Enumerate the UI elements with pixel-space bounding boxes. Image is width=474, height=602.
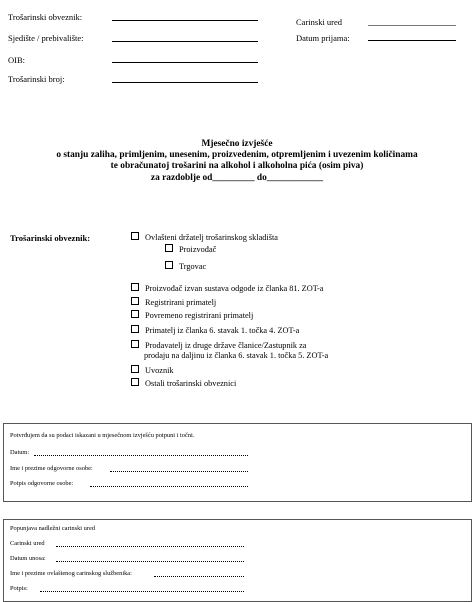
confirm-ime-field[interactable] <box>110 471 248 472</box>
customs-heading: Popunjava nadležni carinski ured <box>10 525 96 532</box>
confirm-potpis-field[interactable] <box>90 486 248 487</box>
option-uvoznik[interactable] <box>131 365 174 376</box>
confirm-datum-field[interactable] <box>34 455 248 456</box>
checkbox-icon[interactable] <box>131 325 139 333</box>
option-label: Proizvođač izvan sustava odgode iz članka 81. ZOT-a <box>145 284 324 293</box>
obveznik-section-label: Trošarinski obveznik: <box>10 233 91 243</box>
customs-datum-label: Datum unosa: <box>10 555 46 562</box>
confirmation-panel <box>3 423 472 502</box>
checkbox-icon[interactable] <box>131 378 139 386</box>
option-label: Proizvođač <box>179 245 217 254</box>
trosarinski-obveznik-label: Trošarinski obveznik: <box>8 12 83 22</box>
customs-ured-label: Carinski ured <box>10 540 45 547</box>
option-proizvodac-izvan-sustava[interactable] <box>131 283 323 294</box>
customs-ured-field[interactable] <box>56 546 244 547</box>
oib-label: OIB: <box>8 55 25 65</box>
sjediste-field[interactable] <box>112 41 258 42</box>
option-label: Ostali trošarinski obveznici <box>145 379 237 388</box>
customs-ime-label: Ime i prezime ovlaštenog carinskog službenika: <box>10 570 132 577</box>
option-label: Uvoznik <box>145 366 174 375</box>
option-label: Prodavatelj iz druge države članice/Zastupnik za <box>145 341 307 350</box>
customs-potpis-label: Potpis: <box>10 585 28 592</box>
option-registrirani-primatelj[interactable] <box>131 297 216 308</box>
option-prodavatelj-line2: prodaju na daljinu iz članka 6. stavak 1. točka 5. ZOT-a <box>144 351 329 360</box>
option-label: Trgovac <box>179 262 207 271</box>
option-label: Registrirani primatelj <box>145 298 217 307</box>
option-label: Primatelj iz članka 6. stavak 1. točka 4. ZOT-a <box>145 326 300 335</box>
customs-potpis-field[interactable] <box>40 591 244 592</box>
checkbox-icon[interactable] <box>131 310 139 318</box>
oib-field[interactable] <box>112 62 258 63</box>
checkbox-icon[interactable] <box>131 340 139 348</box>
checkbox-icon[interactable] <box>165 244 173 252</box>
option-trgovac[interactable] <box>165 261 206 272</box>
option-primatelj-clanak-6[interactable] <box>131 325 299 336</box>
customs-ime-field[interactable] <box>154 576 244 577</box>
report-subtitle-2: te obračunatoj trošarini na alkohol i alkoholna pića (osim piva) <box>110 161 364 171</box>
carinski-ured-field[interactable] <box>368 25 456 26</box>
confirm-datum-label: Datum: <box>10 449 30 456</box>
datum-prijama-label: Datum prijama: <box>296 33 350 43</box>
checkbox-icon[interactable] <box>165 261 173 269</box>
option-label: Povremeno registrirani primatelj <box>145 311 254 320</box>
option-label: Ovlašteni držatelj trošarinskog skladišta <box>145 233 278 242</box>
checkbox-icon[interactable] <box>131 283 139 291</box>
customs-panel <box>3 519 472 602</box>
confirm-potpis-label: Potpis odgovorne osobe: <box>10 480 74 487</box>
trosarinski-broj-field[interactable] <box>112 82 258 83</box>
checkbox-icon[interactable] <box>131 232 139 240</box>
confirm-ime-label: Ime i prezime odgovorne osobe: <box>10 465 93 472</box>
option-proizvodac[interactable] <box>165 244 216 255</box>
checkbox-icon[interactable] <box>131 365 139 373</box>
sjediste-label: Sjedište / prebivalište: <box>8 33 84 43</box>
trosarinski-obveznik-field[interactable] <box>112 20 258 21</box>
report-period: za razdoblje od_________ do____________ <box>150 173 324 183</box>
option-povremeno-registrirani[interactable] <box>131 310 253 321</box>
report-title: Mjesečno izvješće <box>201 139 273 149</box>
checkbox-icon[interactable] <box>131 297 139 305</box>
customs-datum-field[interactable] <box>56 561 244 562</box>
carinski-ured-label: Carinski ured <box>296 17 343 27</box>
report-subtitle-1: o stanju zaliha, primljenim, unesenim, proizvedenim, otpremljenim i uvezenim količinama <box>56 150 418 160</box>
confirmation-heading: Potvrđujem da su podaci iskazani u mjesečnom izvješću potpuni i točni. <box>10 432 195 439</box>
option-ostali[interactable] <box>131 378 236 389</box>
trosarinski-broj-label: Trošarinski broj: <box>8 74 65 84</box>
option-prodavatelj[interactable] <box>131 340 307 351</box>
datum-prijama-field[interactable] <box>368 40 456 41</box>
option-ovlasteni-drzatelj[interactable] <box>131 232 278 243</box>
